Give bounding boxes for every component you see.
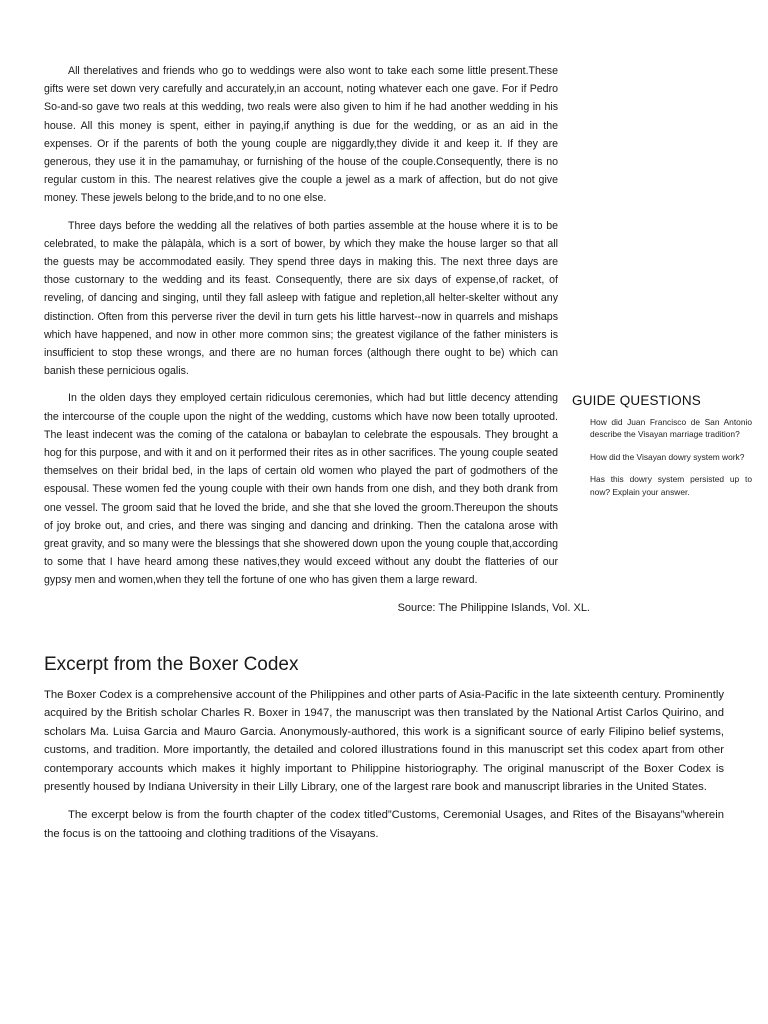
guide-questions-title: GUIDE QUESTIONS: [572, 393, 702, 408]
paragraph-palapala: Three days before the wedding all the relatives of both parties assemble at the house where it is to be celebrated, to make the pàlapàla, which is a sort of bower, by which they make the house larger so that all the guests may be accommodated easily. They spend three days in making this. The next three days are those custornary to the wedding and its feast. Consequently, there are six days of expense,of racket, of reveling, of dancing and singing, until they fall asleep with fatigue and repletion,all helter-skelter without any distinction. Often from this perverse river the devil in turn gets his little harvest--now in quarrels and mishaps which have happened, and now in other more common sins; the greatest vigilance of the father ministers is insufficient to stop these wrongs, and there are no human forces (although there ought to be) which can banish these pernicious ogalis.: [44, 219, 558, 378]
guide-question: Has this dowry system persisted up to now? Explain your answer.: [590, 474, 752, 497]
guide-questions-box: [572, 393, 752, 508]
paragraph-olden-ceremonies: In the olden days they employed certain ridiculous ceremonies, which had but little decency attending the intercourse of the couple upon the night of the wedding, customs which have now been totally uprooted. The least indecent was the coming of the catalona or babaylan to celebrate the espousals. They brought a hog for this purpose, and with it and on it performed their rites as in other sacrifices. The young couple seated themselves on their bridal bed, in the laps of certain old women who played the part of godmothers of the espousal. These women fed the young couple with their own hands from one dish, and they both drank from one vessel. The groom said that he loved the bride, and she that she loved the groom.Thereupon the shouts of joy broke out, and cries, and there was singing and dancing and drinking. Then the catalona arose with great gravity, and so many were the blessings that she showered down upon the young couple that,according to some that I have heard among these natives,they would exceed without any doubt the flatteries of our gypsy men and women,when they tell the fortune of one who has given them a large reward.: [44, 392, 558, 587]
section-heading: Excerpt from the Boxer Codex: [44, 654, 299, 675]
main-text-column: [44, 62, 590, 626]
paragraph-excerpt-note: The excerpt below is from the fourth chapter of the codex titled”Customs, Ceremonial Usages, and Rites of the Bisayans”wherein the focus is on the tattooing and clothing traditions of the Visayans.: [44, 809, 724, 840]
guide-questions-list: [572, 416, 752, 498]
paragraph-boxer-codex-intro: The Boxer Codex is a comprehensive account of the Philippines and other parts of Asia-Pacific in the late sixteenth century. Prominently acquired by the British scholar Charles R. Boxer in 1947, the manuscript was then translated by the National Artist Carlos Quirino, and scholars Ma. Luisa Garcia and Mauro Garcia. Anonymously-authored, this work is a significant source of early Filipino belief systems, customs, and tradition. More importantly, the detailed and colored illustrations found in this manuscript set this codex apart from other contemporary accounts which makes it highly important to Philippine historiography. The original manuscript of the Boxer Codex is presently housed by Indiana University in their Lilly Library, one of the largest rare book and manuscript libraries in the United States.: [44, 689, 724, 794]
paragraph-wedding-gifts: All therelatives and friends who go to weddings were also wont to take each some little present.These gifts were set down very carefully and accurately,in an account, noting whatever each one gave. For if Pedro So-and-so gave two reals at this wedding, two reals were also given to him if he had another wedding in his house. All this money is spent, either in paying,if anything is due for the wedding, or as an aid in the expenses. Or if the parents of both the young couple are niggardly,they divide it and keep it. If they are generous, they use it in the pamamuhay, or furnishing of the house of the couple.Consequently, there is no regular custom in this. The nearest relatives give the couple a jewel as a mark of affection, but do not give money. These jewels belong to the bride,and to no one else.: [44, 65, 558, 205]
source-citation: Source: The Philippine Islands, Vol. XL.: [397, 601, 590, 614]
boxer-codex-section: [44, 654, 724, 853]
guide-question: How did Juan Francisco de San Antonio describe the Visayan marriage tradition?: [590, 417, 752, 440]
guide-question: How did the Visayan dowry system work?: [590, 451, 745, 462]
